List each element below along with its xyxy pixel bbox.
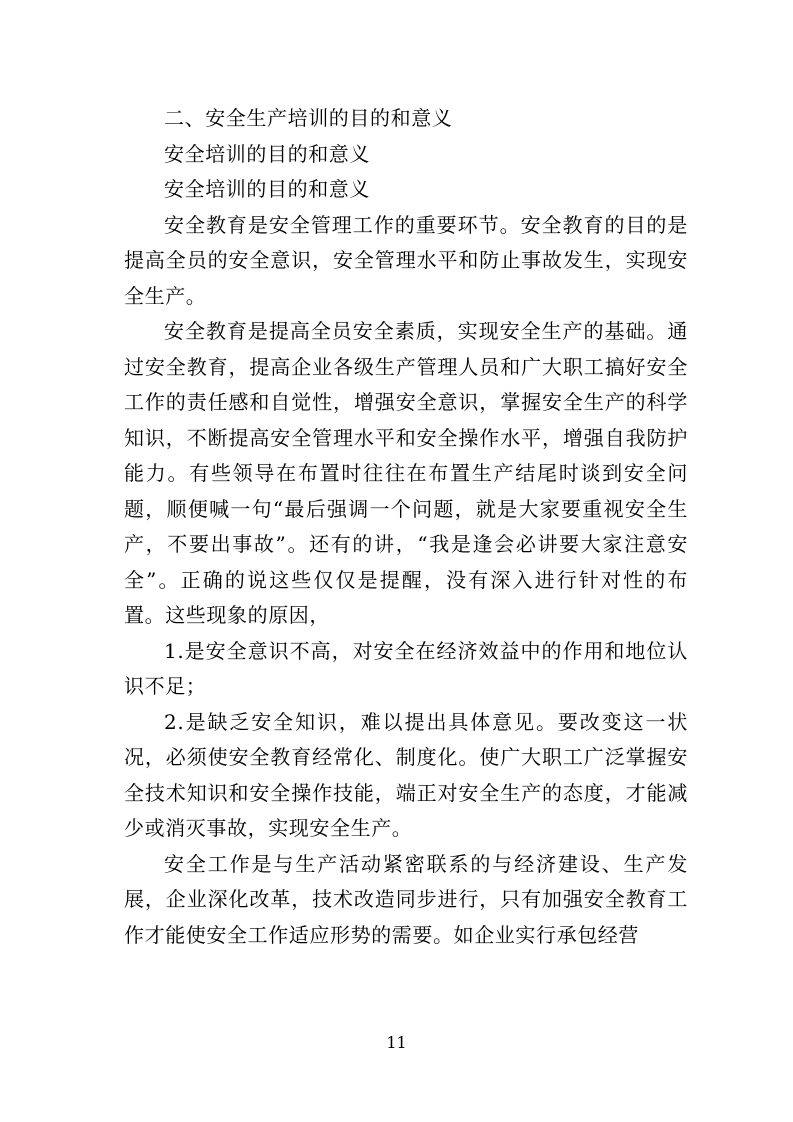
list-item-1: 1.是安全意识不高，对安全在经济效益中的作用和地位认识不足； (124, 638, 688, 698)
list-item-2: 2.是缺乏安全知识，难以提出具体意见。要改变这一状况，必须使安全教育经常化、制度化。使广大职工广泛掌握安全技术知识和安全操作技能，端正对安全生产的态度，才能减少或消灭事故，实现安全生产。 (124, 709, 688, 840)
subheading-2: 安全培训的目的和意义 (164, 177, 370, 201)
paragraph-3: 安全工作是与生产活动紧密联系的与经济建设、生产发展，企业深化改革，技术改造同步进行，只有加强安全教育工作才能使安全工作适应形势的需要。如企业实行承包经营 (124, 851, 688, 947)
subheading-1: 安全培训的目的和意义 (164, 141, 370, 166)
paragraph-1: 安全教育是安全管理工作的重要环节。安全教育的目的是提高全员的安全意识，安全管理水平和防止事故发生，实现安全生产。 (124, 212, 688, 308)
document-body (124, 101, 688, 953)
paragraph-2: 安全教育是提高全员安全素质，实现安全生产的基础。通过安全教育，提高企业各级生产管理人员和广大职工搞好安全工作的责任感和自觉性，增强安全意识，掌握安全生产的科学知识，不断提高安全管理水平和安全操作水平，增强自我防护能力。有些领导在布置时往往在布置生产结尾时谈到安全问题，顺便喊一句“最后强调一个问题，就是大家要重视安全生产，不要出事故”。还有的讲，“我是逢会必讲要大家注意安全”。正确的说这些仅仅是提醒，没有深入进行针对性的布置。这些现象的原因， (124, 319, 688, 627)
section-heading: 二、安全生产培训的目的和意义 (164, 106, 453, 130)
page-number: 11 (386, 1033, 407, 1052)
